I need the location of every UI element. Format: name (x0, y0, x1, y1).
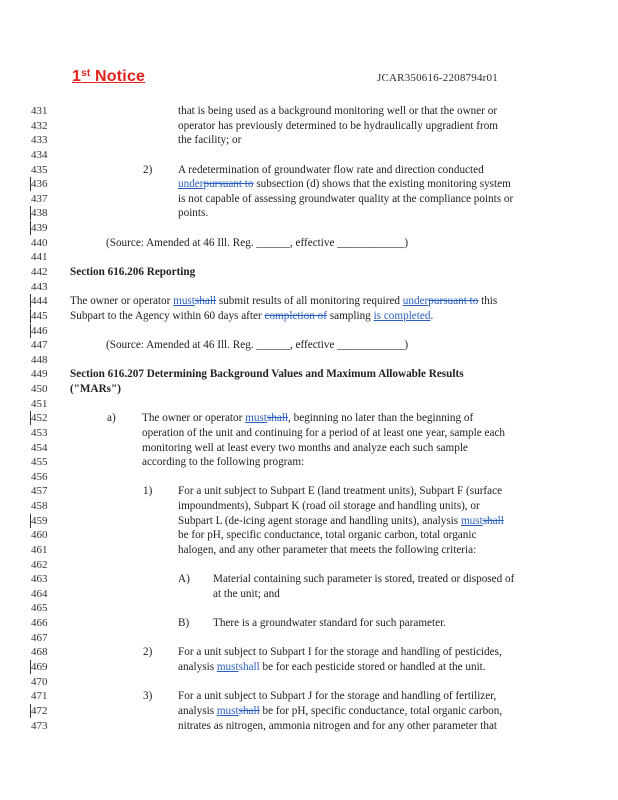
document-line (0, 309, 618, 323)
deleted-text: completion of (264, 309, 327, 322)
inserted-text: under (402, 295, 429, 308)
document-line (0, 587, 618, 601)
line-text (178, 177, 511, 191)
document-line (0, 382, 618, 396)
line-text (106, 338, 408, 352)
inserted-text: must (460, 514, 483, 527)
line-number: 463 (31, 573, 48, 586)
deleted-text: shall (482, 514, 504, 527)
document-line (0, 645, 618, 659)
section-heading: Section 616.207 Determining Background Values and Maximum Allowable Results (70, 368, 464, 381)
line-text (178, 192, 513, 206)
line-number: 470 (31, 675, 48, 688)
line-number: 446 (30, 324, 61, 338)
line-number: 472 (30, 704, 61, 718)
line-text (178, 719, 497, 733)
notice-title (72, 68, 145, 86)
text-segment: according to the following program: (142, 456, 305, 469)
line-number: 453 (31, 426, 48, 439)
text-segment: Subpart L (de-icing agent storage and handling units), analysis (178, 514, 461, 527)
line-number: 465 (31, 602, 48, 615)
document-line (0, 353, 618, 367)
text-segment: There is a groundwater standard for such parameter. (213, 617, 446, 630)
document-line (0, 675, 618, 689)
document-line (0, 367, 618, 381)
document-line (0, 426, 618, 440)
document-id: JCAR350616-2208794r01 (377, 72, 498, 84)
line-number: 449 (31, 368, 48, 381)
text-segment: Subpart to the Agency within 60 days after (70, 309, 265, 322)
document-line (0, 221, 618, 235)
text-segment: (Source: Amended at 46 Ill. Reg. ______, effective ____________) (106, 339, 409, 352)
document-line (0, 514, 618, 528)
line-text (178, 484, 502, 498)
document-line (0, 543, 618, 557)
document-line (0, 280, 618, 294)
text-segment: analysis (178, 704, 217, 717)
inserted-text: must (216, 660, 239, 673)
line-text (178, 499, 480, 513)
line-number: 443 (31, 280, 48, 293)
text-segment: be for pH, specific conductance, total organic carbon, total organic (178, 529, 477, 542)
document-line (0, 499, 618, 513)
text-segment: submit results of all monitoring required (216, 295, 403, 308)
notice-word: Notice (90, 68, 146, 85)
line-text (178, 514, 504, 528)
line-text (70, 367, 464, 381)
text-segment: points. (178, 207, 209, 220)
line-text (178, 206, 208, 220)
document-line (0, 528, 618, 542)
line-number: 457 (31, 485, 48, 498)
line-text (178, 660, 486, 674)
line-text (178, 645, 502, 659)
line-text (213, 587, 280, 601)
line-text (213, 616, 446, 630)
line-text (70, 294, 497, 308)
line-text (178, 528, 476, 542)
document-line (0, 265, 618, 279)
line-number: 441 (31, 251, 48, 264)
inserted-text: is completed (373, 309, 431, 322)
inserted-text: under (178, 178, 204, 191)
text-segment: operation of the unit and continuing for a period of at least one year, sample each (142, 426, 506, 439)
text-segment: be for each pesticide stored or handled at the unit. (259, 660, 486, 673)
line-number: 473 (31, 719, 48, 732)
line-text (142, 455, 304, 469)
text-segment: Material containing such parameter is stored, treated or disposed of (213, 573, 515, 586)
line-text (213, 572, 514, 586)
text-segment: that is being used as a background monitoring well or that the owner or (178, 105, 498, 117)
inserted-text: must (173, 295, 195, 308)
document-line (0, 294, 618, 308)
document-line (0, 192, 618, 206)
line-text (178, 119, 498, 133)
text-segment: The owner or operator (142, 412, 246, 425)
list-label: 2) (143, 163, 153, 176)
line-text (178, 704, 502, 718)
line-number: 447 (31, 339, 48, 352)
section-heading: Section 616.206 Reporting (70, 265, 196, 278)
line-number: 435 (31, 163, 48, 176)
line-text (70, 309, 433, 323)
line-text (70, 265, 195, 279)
document-line (0, 616, 618, 630)
text-segment: this (478, 295, 498, 308)
document-line (0, 601, 618, 615)
line-text (142, 411, 473, 425)
line-number: 460 (31, 529, 48, 542)
document-line (0, 177, 618, 191)
line-number: 469 (30, 660, 61, 674)
line-number: 451 (31, 397, 48, 410)
text-segment: shall (238, 660, 260, 673)
line-number: 458 (31, 500, 48, 512)
deleted-text: pursuant to (428, 295, 479, 308)
line-number: 434 (31, 148, 48, 161)
document-line (0, 484, 618, 498)
document-line (0, 250, 618, 264)
text-segment: the facility; or (178, 134, 242, 147)
deleted-text: shall (194, 295, 217, 308)
document-line (0, 163, 618, 177)
document-line (0, 148, 618, 162)
text-segment: (Source: Amended at 46 Ill. Reg. ______, effective ____________) (106, 236, 409, 249)
document-line (0, 133, 618, 147)
text-segment: halogen, and any other parameter that meets the following criteria: (178, 543, 477, 556)
text-segment: For a unit subject to Subpart J for the storage and handling of fertilizer, (178, 690, 497, 703)
text-segment: sampling (326, 309, 374, 322)
deleted-text: shall (266, 412, 289, 425)
notice-suffix: st (81, 68, 91, 79)
line-number: 471 (31, 690, 48, 703)
line-number: 455 (31, 456, 48, 469)
section-heading: ("MARs") (70, 383, 121, 395)
line-text (178, 543, 476, 557)
text-segment: The owner or operator (70, 295, 174, 308)
deleted-text: shall (238, 704, 260, 717)
notice-number: 1 (72, 68, 82, 85)
line-number: 462 (31, 558, 48, 571)
line-text (178, 133, 241, 147)
line-text (142, 441, 468, 455)
line-number: 461 (31, 543, 48, 556)
line-number: 459 (30, 514, 61, 528)
line-text (178, 163, 484, 177)
line-number: 450 (31, 383, 48, 395)
line-number: 445 (30, 309, 61, 323)
line-number: 432 (31, 119, 48, 132)
list-label: 2) (143, 646, 153, 659)
document-line (0, 689, 618, 703)
line-text (178, 104, 497, 118)
text-segment: nitrates as nitrogen, ammonia nitrogen and for any other parameter that (178, 719, 498, 732)
line-number: 452 (30, 411, 61, 425)
list-label: 1) (143, 485, 153, 498)
document-line (0, 470, 618, 484)
document-line (0, 572, 618, 586)
list-label: 3) (143, 690, 153, 703)
line-number: 440 (31, 236, 48, 249)
text-segment: For a unit subject to Subpart I for the storage and handling of pesticides, (178, 646, 502, 659)
document-line (0, 631, 618, 645)
line-number: 456 (31, 470, 48, 483)
text-segment: impoundments), Subpart K (road oil storage and handling units), or (178, 500, 480, 512)
text-segment: monitoring well at least every two months and analyze each such sample (142, 441, 468, 454)
line-number: 454 (31, 441, 48, 454)
inserted-text: must (245, 412, 267, 425)
text-segment: operator has previously determined to be hydraulically upgradient from (178, 119, 498, 132)
line-number: 438 (30, 206, 61, 220)
text-segment: analysis (178, 660, 217, 673)
list-label: a) (107, 412, 116, 425)
text-segment: at the unit; and (213, 587, 280, 600)
line-number: 439 (30, 221, 61, 235)
text-segment: is not capable of assessing groundwater quality at the compliance points or (178, 192, 514, 205)
text-segment: subsection (d) shows that the existing monitoring system (253, 178, 511, 191)
list-label: A) (178, 573, 190, 586)
document-line (0, 119, 618, 133)
line-text (142, 426, 505, 440)
text-segment: . (430, 309, 434, 322)
document-line (0, 104, 618, 118)
line-number: 437 (31, 192, 48, 205)
line-number: 433 (31, 134, 48, 147)
line-text (106, 236, 408, 250)
document-line (0, 324, 618, 338)
line-number: 448 (31, 353, 48, 366)
list-label: B) (178, 617, 190, 630)
line-number: 444 (30, 294, 61, 308)
document-line (0, 338, 618, 352)
deleted-text: pursuant to (203, 178, 254, 191)
line-number: 464 (31, 587, 48, 600)
line-text (178, 689, 496, 703)
document-line (0, 411, 618, 425)
text-segment: A redetermination of groundwater flow rate and direction conducted (178, 163, 484, 176)
line-number: 442 (31, 265, 48, 278)
line-number: 468 (31, 646, 48, 659)
document-line (0, 719, 618, 733)
line-number: 436 (30, 177, 61, 191)
text-segment: , beginning no later than the beginning of (288, 412, 474, 425)
document-line (0, 558, 618, 572)
line-number: 431 (31, 105, 48, 117)
document-line (0, 455, 618, 469)
line-number: 467 (31, 631, 48, 644)
document-line (0, 660, 618, 674)
line-number: 466 (31, 617, 48, 630)
text-segment: For a unit subject to Subpart E (land treatment units), Subpart F (surface (178, 485, 503, 498)
document-line (0, 236, 618, 250)
document-line (0, 441, 618, 455)
document-line (0, 704, 618, 718)
line-text (70, 382, 121, 396)
inserted-text: must (216, 704, 239, 717)
text-segment: be for pH, specific conductance, total organic carbon, (259, 704, 503, 717)
document-line (0, 206, 618, 220)
document-line (0, 397, 618, 411)
